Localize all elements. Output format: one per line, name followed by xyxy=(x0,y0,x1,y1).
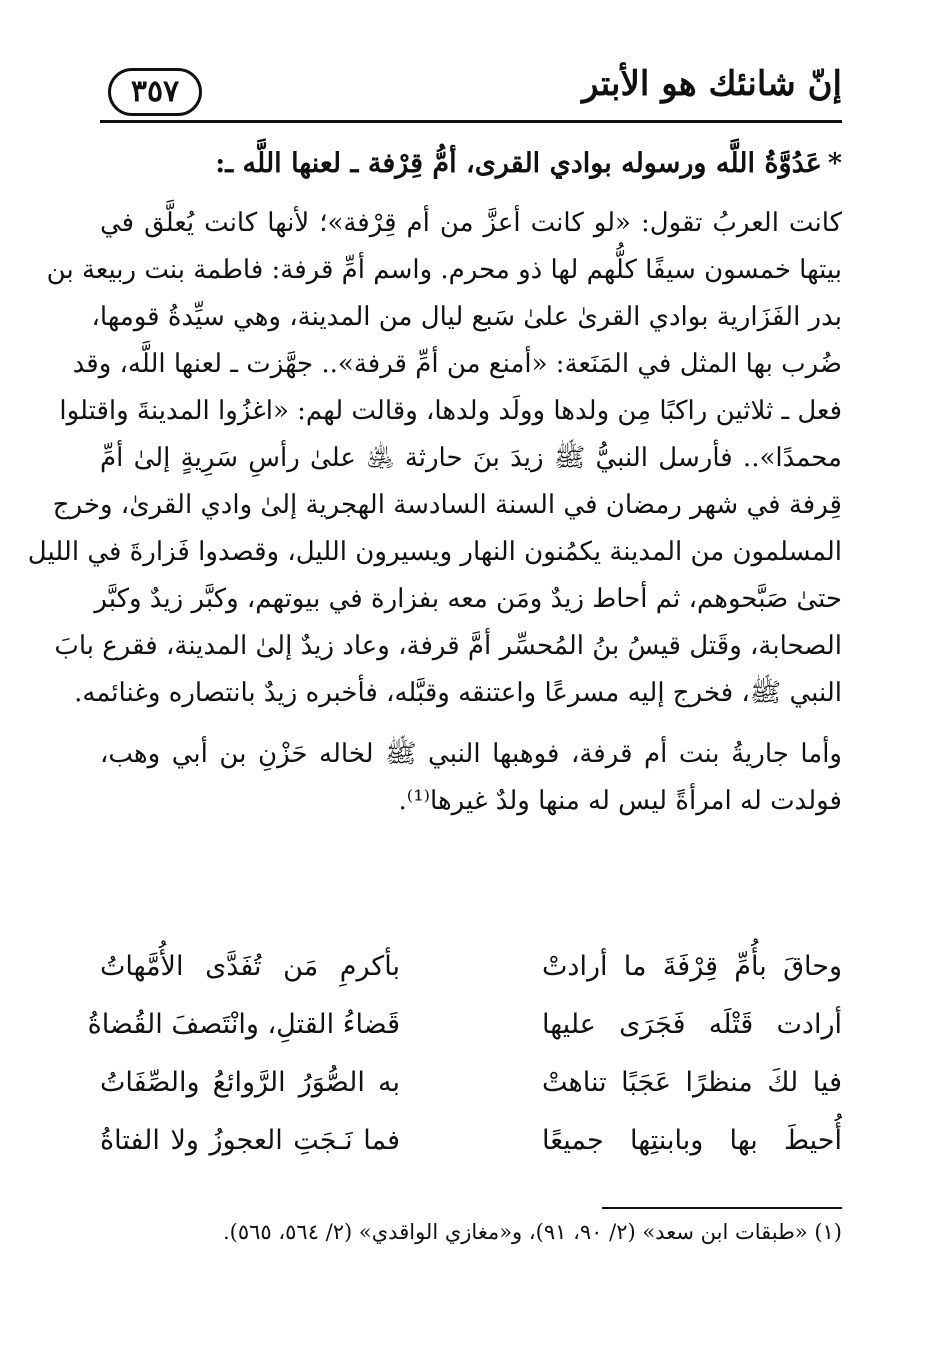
running-title: إنّ شانئك هو الأبتر xyxy=(582,64,842,104)
poem xyxy=(87,938,842,1170)
paragraph-gap xyxy=(100,717,842,731)
verse-first-hemistich: وحاقَ بأُمِّ قِرْفَةَ ما أرادتْ xyxy=(542,951,842,982)
verse-first-hemistich: أرادت قَتْلَه فَجَرَى عليها xyxy=(542,1009,842,1040)
text-line: فولدت له امرأةً ليس له منها ولدٌ غيرها⁽¹⁾. xyxy=(398,786,842,816)
asterisk-icon: * xyxy=(827,148,842,179)
text-line: بيتها خمسون سيفًا كلُّهم لها ذو محرم. واسم أمِّ قرفة: فاطمة بنت ربيعة بن xyxy=(46,255,842,285)
footnote: (١) «طبقات ابن سعد» (٢/ ٩٠، ٩١)، و«مغازي الواقدي» (٢/ ٥٦٤، ٥٦٥). xyxy=(222,1220,842,1244)
poem-verse xyxy=(100,1054,842,1112)
text-line: فعل ـ ثلاثين راكبًا مِن ولدها وولَد ولدها، وقالت لهم: «اغزُوا المدينةَ واقتلوا xyxy=(59,396,842,426)
text-line: ضُرب بها المثل في المَنَعة: «أمنع من أمِّ قرفة».. جهَّزت ـ لعنها اللَّه، وقد xyxy=(72,349,842,379)
verse-second-hemistich: بأكرمِ مَن تُفَدَّى الأُمَّهاتُ xyxy=(100,951,400,982)
text-line: الصحابة، وقَتل قيسُ بنُ المُحسِّر أمَّ قرفة، وعاد زيدٌ إلىٰ المدينة، فقرع بابَ xyxy=(54,631,842,661)
poem-verse xyxy=(100,1112,842,1170)
verse-first-hemistich: فيا لكَ منظرًا عَجَبًا تناهتْ xyxy=(542,1067,842,1098)
body-text xyxy=(27,200,842,825)
text-line: حتىٰ صَبَّحوهم، ثم أحاط زيدٌ ومَن معه بفزارة في بيوتهم، وكبَّر زيدٌ وكبَّر xyxy=(94,584,842,614)
footnote-rule xyxy=(602,1207,842,1209)
page-number-badge: ٣٥٧ xyxy=(108,68,202,116)
section-heading xyxy=(100,148,842,179)
text-line: محمدًا».. فأرسل النبيُّ ﷺ زيدَ بنَ حارثة ﵁ علىٰ رأسِ سَرِيةٍ إلىٰ أمِّ xyxy=(100,443,842,473)
text-line: كانت العربُ تقول: «لو كانت أعزَّ من أم قِرْفة»؛ لأنها كانت يُعلَّق في xyxy=(100,208,842,238)
verse-second-hemistich: فما نَـجَتِ العجوزُ ولا الفتاةُ xyxy=(100,1125,400,1156)
text-line: بدر الفَزَارية بوادي القرىٰ علىٰ سَبع ليال من المدينة، وهي سيِّدةُ قومها، xyxy=(91,302,842,332)
poem-verse xyxy=(87,996,842,1054)
text-line: وأما جاريةُ بنت أم قرفة، فوهبها النبي ﷺ لخاله حَزْنِ بن أبي وهب، xyxy=(100,739,842,769)
section-heading-text: عَدُوَّةُ اللَّه ورسوله بوادي القرى، أمُّ قِرْفة ـ لعنها اللَّه ـ: xyxy=(215,148,822,179)
text-line: قِرفة في شهر رمضان في السنة السادسة الهجرية إلىٰ وادي القرىٰ، وخرج xyxy=(52,490,842,520)
verse-second-hemistich: قَضاءُ القتلِ، وانْتَصفَ القُضاةُ xyxy=(87,1009,400,1040)
text-line: المسلمون من المدينة يكمُنون النهار ويسيرون الليل، وقصدوا فَزارةَ في الليل xyxy=(27,537,842,567)
poem-verse xyxy=(100,938,842,996)
header-rule xyxy=(100,120,842,123)
verse-second-hemistich: به الصُّوَرُ الرَّوائعُ والصِّفَاتُ xyxy=(100,1067,400,1098)
text-line: النبي ﷺ، فخرج إليه مسرعًا واعتنقه وقبَّله، فأخبره زيدٌ بانتصاره وغنائمه. xyxy=(74,678,842,708)
verse-first-hemistich: أُحيطَ بها وبابنتِها جميعًا xyxy=(542,1125,842,1156)
page-header xyxy=(100,60,842,126)
